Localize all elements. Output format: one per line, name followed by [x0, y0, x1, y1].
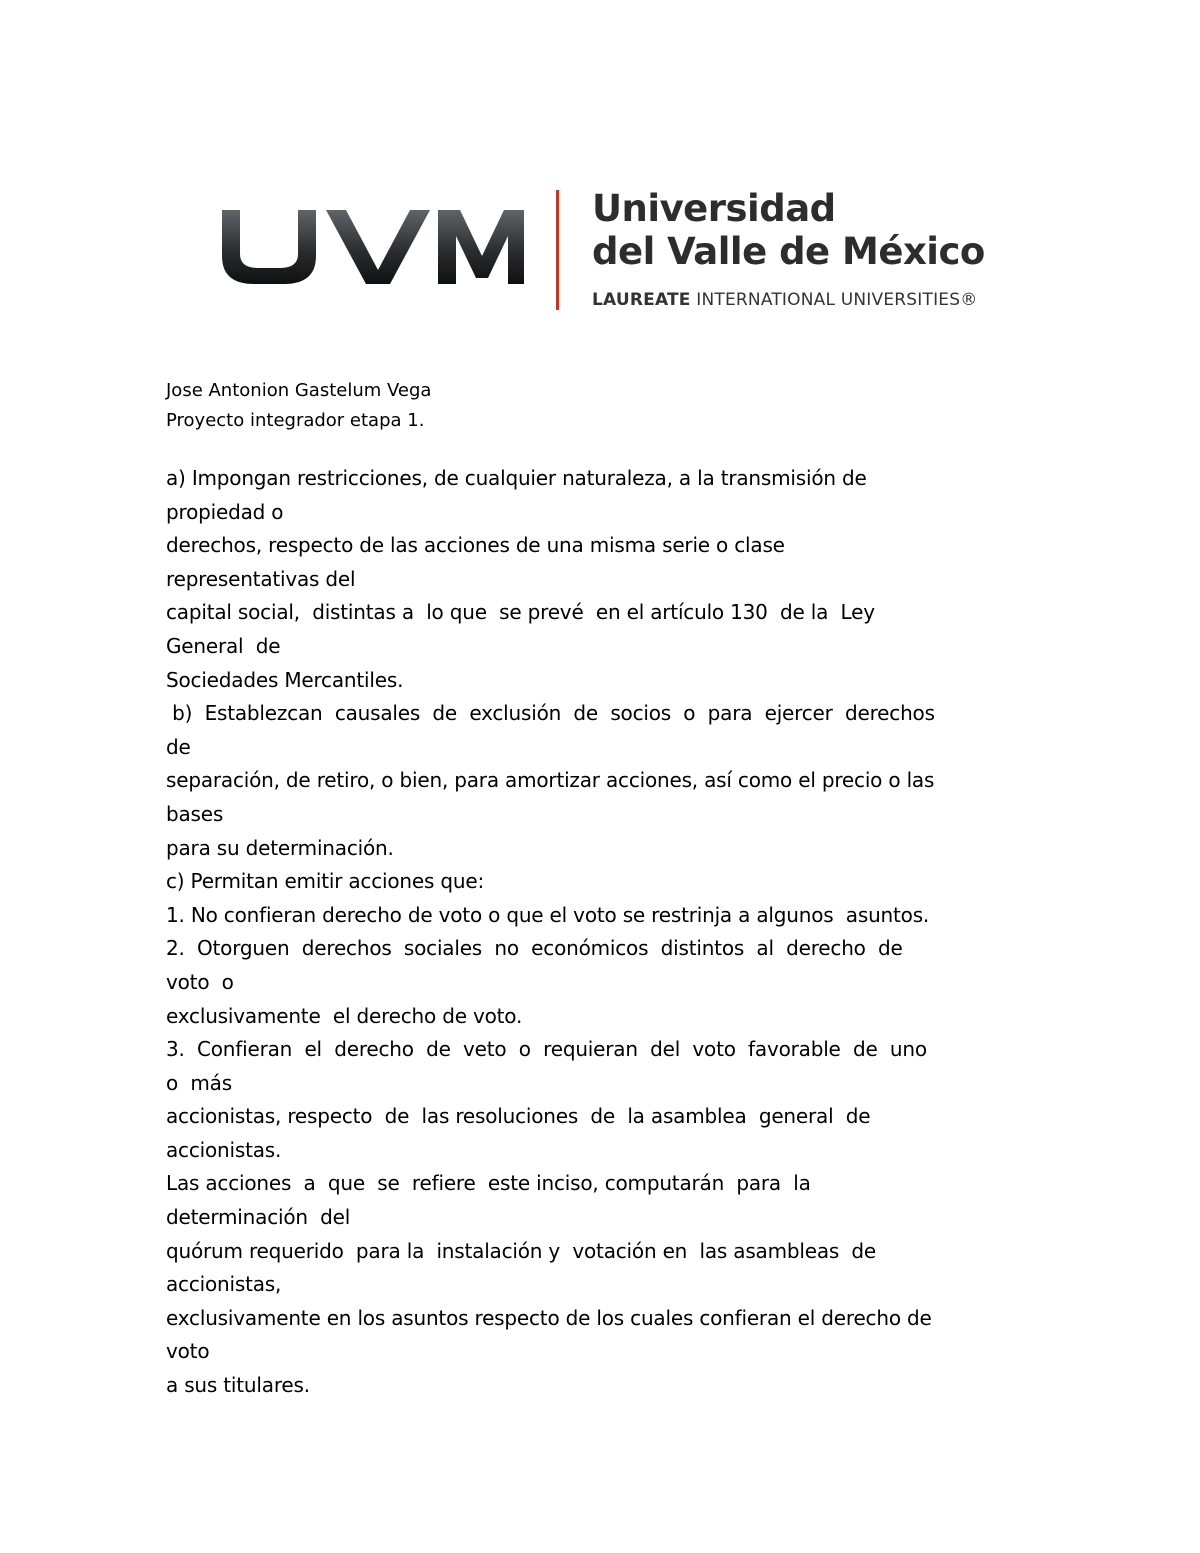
body-line: 2. Otorguen derechos sociales no económicos distintos al derecho de [166, 936, 903, 961]
body-line: determinación del [166, 1205, 351, 1230]
document-body [166, 462, 1066, 1403]
body-line: a) Impongan restricciones, de cualquier naturaleza, a la transmisión de [166, 466, 867, 490]
document-header [166, 376, 1066, 436]
logo-university-name-line2: del Valle de México [592, 230, 985, 273]
author-name: Jose Antonion Gastelum Vega [166, 380, 432, 401]
body-line: 3. Confieran el derecho de veto o requieran del voto favorable de uno [166, 1037, 927, 1062]
body-line: accionistas. [166, 1137, 282, 1162]
body-line: derechos, respecto de las acciones de una misma serie o clase [166, 533, 785, 558]
body-line: Sociedades Mercantiles. [166, 667, 404, 692]
body-line: bases [166, 801, 224, 826]
body-line: voto o [166, 969, 234, 994]
body-line: 1. No confieran derecho de voto o que el voto se restrinja a algunos asuntos. [166, 902, 930, 927]
logo-laureate-bold: LAUREATE [592, 290, 691, 310]
body-line: c) Permitan emitir acciones que: [166, 869, 484, 894]
logo-laureate-tagline [592, 289, 977, 311]
body-line: Las acciones a que se refiere este inciso, computarán para la [166, 1171, 811, 1196]
body-line: exclusivamente en los asuntos respecto de los cuales confieran el derecho de [166, 1305, 932, 1330]
body-line: b) Establezcan causales de exclusión de socios o para ejercer derechos [166, 701, 935, 726]
body-line: accionistas, [166, 1272, 282, 1297]
body-line: de [166, 734, 191, 759]
body-line: propiedad o [166, 499, 284, 524]
body-line: accionistas, respecto de las resoluciones de la asamblea general de [166, 1104, 871, 1129]
body-line: representativas del [166, 566, 356, 591]
body-line: quórum requerido para la instalación y votación en las asambleas de [166, 1238, 877, 1263]
body-line: o más [166, 1070, 232, 1095]
uvm-logo [218, 186, 998, 316]
body-line: capital social, distintas a lo que se prevé en el artículo 130 de la Ley [166, 600, 875, 625]
body-line: separación, de retiro, o bien, para amortizar acciones, así como el precio o las [166, 768, 935, 793]
uvm-logo-mark [218, 206, 528, 286]
body-line: para su determinación. [166, 835, 394, 860]
body-line: voto [166, 1339, 210, 1364]
body-line: a sus titulares. [166, 1373, 310, 1398]
project-title: Proyecto integrador etapa 1. [166, 410, 425, 431]
logo-divider [556, 190, 559, 310]
logo-university-name-line1: Universidad [592, 187, 836, 230]
logo-laureate-rest: INTERNATIONAL UNIVERSITIES® [690, 290, 978, 310]
body-line: General de [166, 633, 281, 658]
body-line: exclusivamente el derecho de voto. [166, 1003, 523, 1028]
